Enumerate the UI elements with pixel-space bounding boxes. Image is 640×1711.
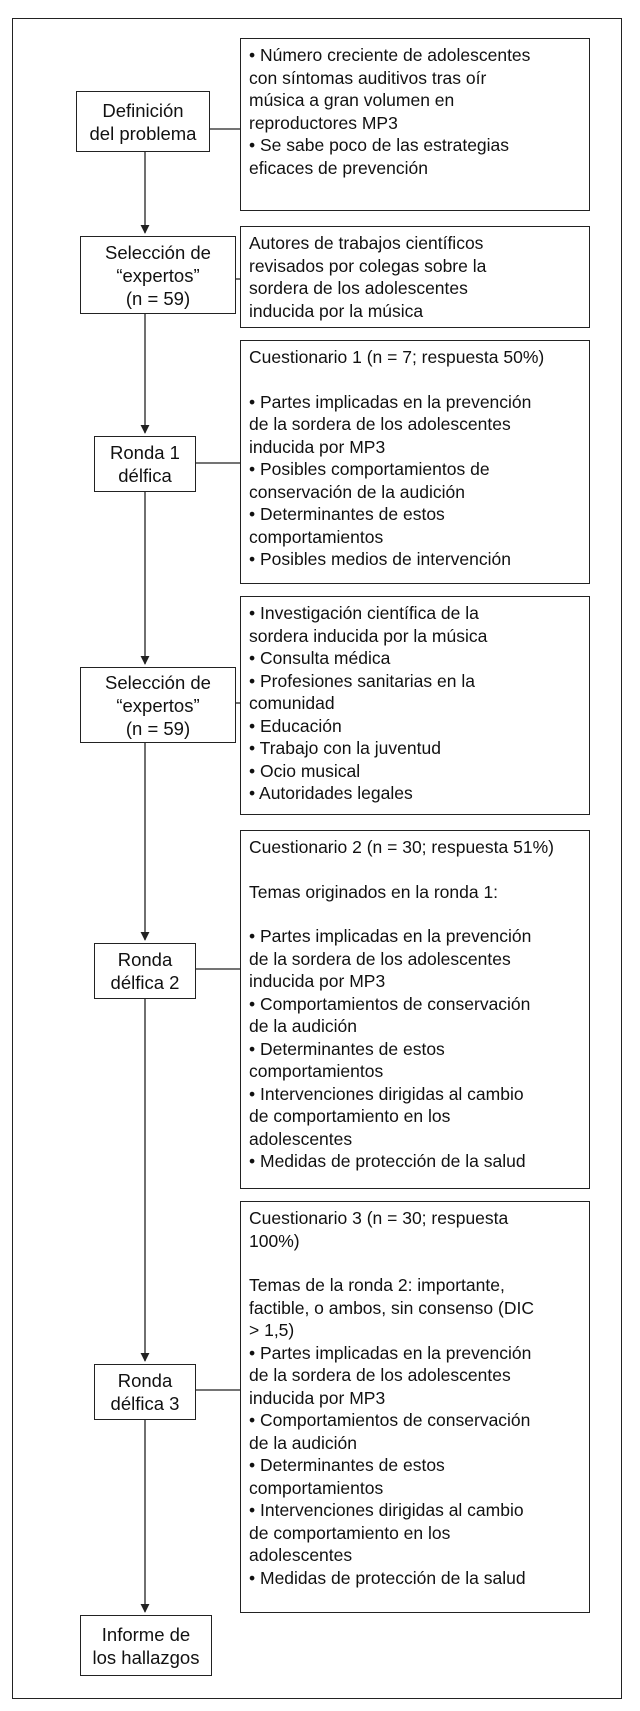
step-line: délfica 2	[110, 972, 180, 993]
step-line: délfica 3	[110, 1393, 180, 1414]
box-line: de la sordera de los adolescentes	[249, 1365, 511, 1385]
box-line: • Autoridades legales	[249, 783, 413, 803]
box-line: de comportamiento en los	[249, 1106, 451, 1126]
box-line: 100%)	[249, 1230, 300, 1251]
box-line: • Investigación científica de la	[249, 603, 479, 623]
box-line: inducida por MP3	[249, 1387, 386, 1408]
box-line: Temas de la ronda 2: importante,	[249, 1275, 505, 1295]
step-line: (n = 59)	[125, 717, 191, 739]
box-line: inducida por MP3	[249, 971, 386, 991]
step-line: “expertos”	[116, 264, 200, 286]
box-line: de la sordera de los adolescentes	[249, 948, 511, 969]
box-line: • Profesiones sanitarias en la	[249, 670, 475, 691]
box-line: • Intervenciones dirigidas al cambio	[249, 1500, 524, 1520]
box-line: • Ocio musical	[249, 760, 361, 781]
box-line: sordera inducida por la música	[249, 625, 488, 646]
box-line: sordera de los adolescentes	[249, 278, 468, 298]
box-line: • Posibles medios de intervención	[249, 549, 511, 569]
step-ronda-2	[94, 943, 196, 999]
box-line: adolescentes	[249, 1545, 353, 1565]
box-cuestionario-2	[240, 830, 590, 1189]
step-line: Informe de	[101, 1623, 191, 1645]
step-line: Definición	[102, 99, 184, 121]
box-line: de comportamiento en los	[249, 1522, 451, 1543]
box-perfiles-expertos	[240, 596, 590, 815]
step-line: Ronda	[117, 1370, 173, 1391]
step-ronda-3	[94, 1364, 196, 1420]
box-line: Cuestionario 2 (n = 30; respuesta 51%)	[249, 837, 554, 857]
box-line: • Intervenciones dirigidas al cambio	[249, 1083, 524, 1104]
box-line: inducida por la música	[249, 300, 424, 321]
box-line: • Trabajo con la juventud	[249, 738, 441, 758]
box-line: Temas originados en la ronda 1:	[249, 881, 499, 902]
box-line: reproductores MP3	[249, 112, 398, 133]
step-line: (n = 59)	[125, 287, 191, 309]
box-line: • Determinantes de estos	[249, 504, 445, 524]
box-line: comportamientos	[249, 1061, 384, 1081]
box-line: comunidad	[249, 693, 335, 713]
step-line: “expertos”	[116, 694, 200, 716]
box-line: • Consulta médica	[249, 648, 391, 668]
box-line: música a gran volumen en	[249, 90, 455, 110]
step-seleccion-expertos-1	[80, 236, 236, 314]
box-line: comportamientos	[249, 1477, 384, 1498]
box-line: • Comportamientos de conservación	[249, 1410, 531, 1430]
box-line: > 1,5)	[249, 1320, 295, 1340]
blank-line	[249, 859, 579, 881]
box-line: inducida por MP3	[249, 436, 386, 457]
box-line: • Determinantes de estos	[249, 1455, 445, 1475]
step-line: Ronda 1	[110, 442, 180, 463]
blank-line	[249, 903, 579, 925]
step-line: délfica	[118, 465, 172, 486]
step-ronda-1	[94, 436, 196, 492]
box-line: • Partes implicadas en la prevención	[249, 926, 532, 946]
box-line: adolescentes	[249, 1128, 353, 1149]
box-line: con síntomas auditivos tras oír	[249, 67, 487, 88]
box-line: • Determinantes de estos	[249, 1038, 445, 1059]
box-line: de la sordera de los adolescentes	[249, 414, 511, 434]
box-line: • Educación	[249, 715, 342, 736]
box-cuestionario-3	[240, 1201, 590, 1613]
step-line: del problema	[89, 122, 197, 144]
box-line: • Partes implicadas en la prevención	[249, 391, 532, 412]
box-line: • Número creciente de adolescentes	[249, 45, 531, 65]
box-line: revisados por colegas sobre la	[249, 255, 487, 276]
box-line: de la audición	[249, 1432, 357, 1453]
box-line: eficaces de prevención	[249, 157, 428, 178]
box-line: Autores de trabajos científicos	[249, 233, 484, 253]
box-line: Cuestionario 1 (n = 7; respuesta 50%)	[249, 347, 545, 367]
box-line: de la audición	[249, 1016, 357, 1036]
step-definicion	[76, 91, 210, 152]
box-line: • Comportamientos de conservación	[249, 993, 531, 1014]
box-line: comportamientos	[249, 526, 384, 547]
box-line: • Medidas de protección de la salud	[249, 1567, 526, 1588]
blank-line	[249, 369, 579, 391]
box-line: Cuestionario 3 (n = 30; respuesta	[249, 1208, 509, 1228]
box-line: • Se sabe poco de las estrategias	[249, 135, 510, 155]
box-line: • Partes implicadas en la prevención	[249, 1342, 532, 1363]
box-problema-detalle	[240, 38, 590, 211]
box-cuestionario-1	[240, 340, 590, 584]
box-autores-trabajos	[240, 226, 590, 328]
step-informe-hallazgos	[80, 1615, 212, 1676]
step-line: Selección de	[105, 671, 211, 693]
box-line: conservación de la audición	[249, 481, 465, 502]
blank-line	[249, 1252, 579, 1274]
box-line: factible, o ambos, sin consenso (DIC	[249, 1297, 534, 1318]
step-line: Ronda	[117, 949, 173, 970]
step-seleccion-expertos-2	[80, 667, 236, 743]
box-line: • Medidas de protección de la salud	[249, 1151, 526, 1171]
step-line: Selección de	[105, 241, 211, 263]
box-line: • Posibles comportamientos de	[249, 459, 490, 479]
step-line: los hallazgos	[92, 1646, 200, 1668]
